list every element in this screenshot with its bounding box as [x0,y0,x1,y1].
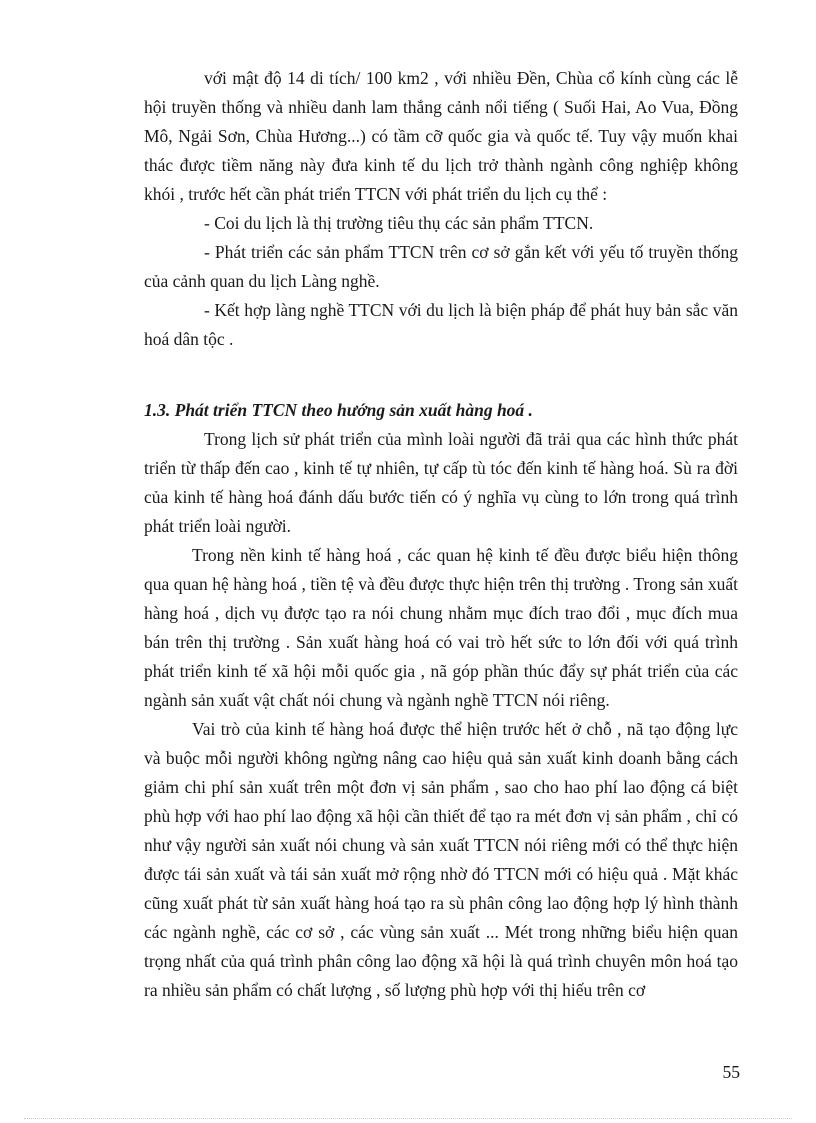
intro-text-block [144,64,738,354]
section-1-3 [144,396,738,1005]
bullet-product-development: - Phát triển các sản phẩm TTCN trên cơ sở gắn kết với yếu tố truyền thống của cảnh quan du lịch Làng nghề. [144,242,738,291]
paragraph-commodity-economy: Trong nền kinh tế hàng hoá , các quan hệ kinh tế đều được biểu hiện thông qua quan hệ hàng hoá , tiền tệ và đều được thực hiện trên thị trường . Trong sản xuất hàng hoá , dịch vụ được tạo ra nói chung nhằm mục đích trao đổi , mục đích mua bán trên thị trường . Sản xuất hàng hoá có vai trò hết sức to lớn đối với quá trình phát triển kinh tế xã hội mỗi quốc gia , nã góp phần thúc đẩy sự phát triển của các ngành sản xuất vật chất nói chung và ngành nghề TTCN nói riêng. [144,545,738,710]
page-bottom-divider [24,1118,792,1119]
paragraph-history: Trong lịch sử phát triển của mình loài người đã trải qua các hình thức phát triển từ thấp đến cao , kinh tế tự nhiên, tự cấp tù tóc đến kinh tế hàng hoá. Sù ra đời của kinh tế hàng hoá đánh dấu bước tiến có ý nghĩa vụ cùng to lớn trong quá trình phát triển loài người. [144,429,738,536]
paragraph-role-of-commodity: Vai trò của kinh tế hàng hoá được thể hiện trước hết ở chỗ , nã tạo động lực và buộc mỗi người không ngừng nâng cao hiệu quả sản xuất kinh doanh bằng cách giảm chi phí sản xuất trên một đơn vị sản phẩm , sao cho hao phí lao động cá biệt phù hợp với hao phí lao động xã hội cần thiết để tạo ra mét đơn vị sản phẩm , chỉ có như vậy người sản xuất nói chung và sản xuất TTCN nói riêng mới có thể thực hiện được tái sản xuất và tái sản xuất mở rộng nhờ đó TTCN mới có hiệu quả . Mặt khác cũng xuất phát từ sản xuất hàng hoá tạo ra sù phân công lao động hợp lý hình thành các ngành nghề, các cơ sở , các vùng sản xuất ... Mét trong những biểu hiện quan trọng nhất của quá trình phân công lao động xã hội là quá trình chuyên môn hoá tạo ra nhiều sản phẩm có chất lượng , số lượng phù hợp với thị hiếu trên cơ [144,719,738,1000]
section-heading: 1.3. Phát triển TTCN theo hướng sản xuất hàng hoá . [144,400,533,420]
page-number: 55 [722,1062,740,1082]
bullet-tourism-market: - Coi du lịch là thị trường tiêu thụ các sản phẩm TTCN. [204,213,594,233]
bullet-cultural-identity: - Kết hợp làng nghề TTCN với du lịch là biện pháp để phát huy bản sắc văn hoá dân tộc . [144,300,738,349]
paragraph-tourism-potential: với mật độ 14 di tích/ 100 km2 , với nhiều Đền, Chùa cổ kính cùng các lễ hội truyền thống và nhiều danh lam thắng cảnh nổi tiếng ( Suối Hai, Ao Vua, Đồng Mô, Ngải Sơn, Chùa Hương...) có tầm cỡ quốc gia và quốc tế. Tuy vậy muốn khai thác được tiềm năng này đưa kinh tế du lịch trở thành ngành công nghiệp không khói , trước hết cần phát triển TTCN với phát triển du lịch cụ thể : [144,68,738,204]
